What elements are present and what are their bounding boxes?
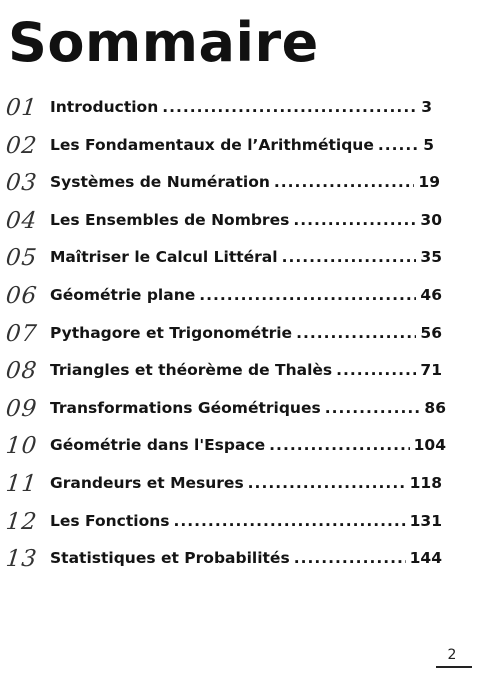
toc-entry-line xyxy=(50,434,446,456)
toc-entry-title: Géométrie plane xyxy=(50,285,196,304)
dot-leader xyxy=(378,134,419,156)
toc-entry-page: 19 xyxy=(418,173,440,192)
toc-entry-line xyxy=(50,246,442,268)
toc-entry[interactable] xyxy=(0,540,480,578)
toc-entry[interactable] xyxy=(0,315,480,353)
dot-leader xyxy=(336,359,416,381)
dot-leader xyxy=(269,434,409,456)
toc-entry-line xyxy=(50,284,442,306)
dot-leader xyxy=(162,96,417,118)
toc-entry-number: 04 xyxy=(4,207,39,234)
dot-leader xyxy=(294,547,406,569)
dot-leader xyxy=(274,171,415,193)
toc-entry-title: Transformations Géométriques xyxy=(50,398,321,417)
toc-entry-title: Triangles et théorème de Thalès xyxy=(50,361,333,380)
toc-entry-number: 13 xyxy=(4,546,39,573)
toc-entry-number: 11 xyxy=(4,470,39,497)
toc-entry-line xyxy=(50,171,440,193)
toc-entry[interactable] xyxy=(0,164,480,202)
toc-entry-line xyxy=(50,359,442,381)
dot-leader xyxy=(282,246,417,268)
dot-leader xyxy=(199,284,416,306)
toc-entry[interactable] xyxy=(0,89,480,127)
toc-entry-number: 12 xyxy=(4,508,39,535)
toc-entry[interactable] xyxy=(0,127,480,165)
toc-entry-title: Les Fonctions xyxy=(50,511,170,530)
toc-entry-title: Pythagore et Trigonométrie xyxy=(50,323,293,342)
toc-entry-page: 46 xyxy=(420,285,442,304)
toc-entry[interactable] xyxy=(0,503,480,541)
toc-entry[interactable] xyxy=(0,427,480,465)
toc-entry[interactable] xyxy=(0,390,480,428)
toc-entry-title: Grandeurs et Mesures xyxy=(50,473,244,492)
toc-entry-title: Les Ensembles de Nombres xyxy=(50,210,290,229)
table-of-contents xyxy=(0,89,480,578)
toc-entry[interactable] xyxy=(0,352,480,390)
toc-entry-page: 144 xyxy=(409,549,442,568)
toc-entry-number: 02 xyxy=(4,132,39,159)
toc-entry-page: 30 xyxy=(420,210,442,229)
dot-leader xyxy=(293,209,416,231)
toc-entry-number: 03 xyxy=(4,170,39,197)
toc-entry-line xyxy=(50,472,442,494)
toc-entry-page: 86 xyxy=(424,398,446,417)
toc-entry-number: 01 xyxy=(4,95,39,121)
toc-entry-number: 10 xyxy=(4,433,39,460)
toc-entry-page: 104 xyxy=(413,436,446,455)
toc-entry-page: 131 xyxy=(409,511,442,530)
toc-entry[interactable] xyxy=(0,465,480,503)
toc-entry-number: 07 xyxy=(4,320,39,347)
toc-entry-page: 71 xyxy=(420,361,442,380)
dot-leader xyxy=(296,322,416,344)
toc-entry-line xyxy=(50,209,442,231)
toc-entry[interactable] xyxy=(0,239,480,277)
toc-entry-number: 08 xyxy=(4,358,39,385)
toc-entry-title: Géométrie dans l'Espace xyxy=(50,436,266,455)
toc-entry-title: Systèmes de Numération xyxy=(50,173,270,192)
dot-leader xyxy=(248,472,406,494)
toc-entry[interactable] xyxy=(0,202,480,240)
toc-entry-line xyxy=(50,322,442,344)
toc-entry-page: 5 xyxy=(423,135,434,154)
toc-entry-page: 35 xyxy=(420,248,442,267)
page-number: 2 xyxy=(447,647,457,663)
toc-entry-title: Introduction xyxy=(50,98,159,116)
toc-entry-title: Statistiques et Probabilités xyxy=(50,549,290,568)
toc-entry-line xyxy=(50,547,442,569)
toc-entry-line xyxy=(50,134,434,156)
toc-entry-title: Maîtriser le Calcul Littéral xyxy=(50,248,278,267)
toc-entry-page: 56 xyxy=(420,323,442,342)
toc-entry-page: 3 xyxy=(421,98,432,116)
page-title: Sommaire xyxy=(8,11,319,74)
toc-entry-page: 118 xyxy=(409,473,442,492)
toc-entry-line xyxy=(50,96,432,118)
toc-entry-line xyxy=(50,397,446,419)
dot-leader xyxy=(325,397,421,419)
toc-entry-title: Les Fondamentaux de l’Arithmétique xyxy=(50,135,374,154)
toc-entry[interactable] xyxy=(0,277,480,315)
toc-entry-number: 09 xyxy=(4,395,39,422)
toc-entry-line xyxy=(50,510,442,532)
dot-leader xyxy=(173,510,405,532)
toc-entry-number: 05 xyxy=(4,245,39,272)
toc-entry-number: 06 xyxy=(4,282,39,309)
page-number-underline xyxy=(436,666,472,668)
